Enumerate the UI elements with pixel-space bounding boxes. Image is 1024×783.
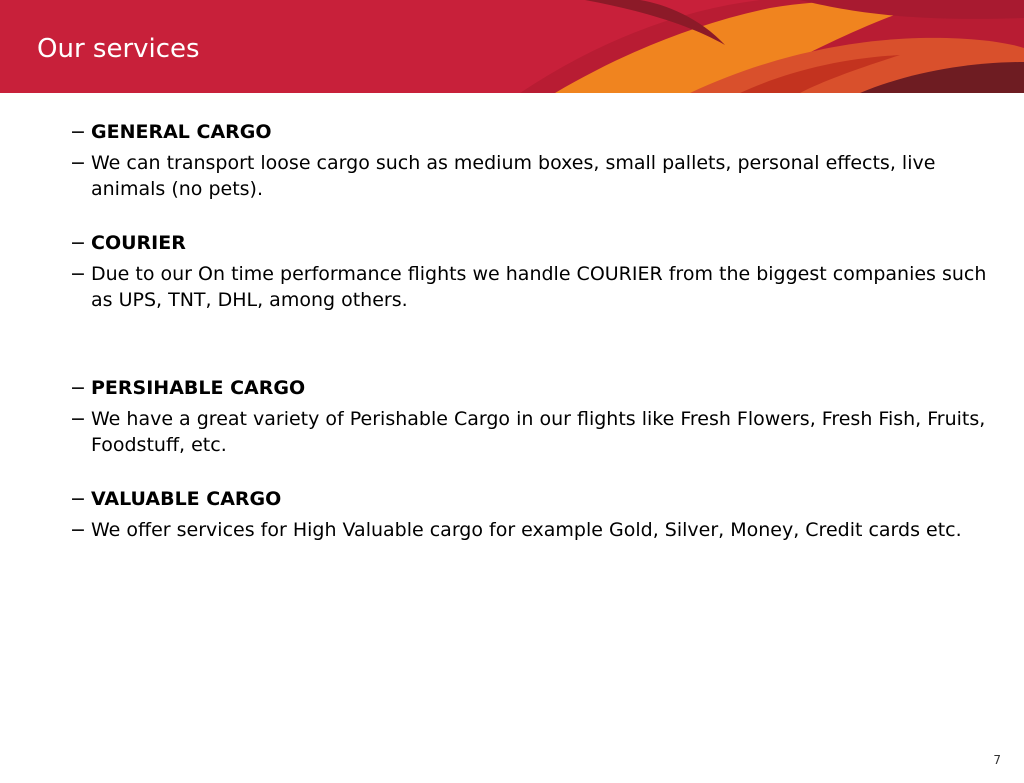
dash-bullet: − xyxy=(70,121,86,143)
dash-bullet: − xyxy=(70,377,86,399)
slide-header xyxy=(0,0,1024,93)
section-heading: GENERAL CARGO xyxy=(91,121,272,143)
valuable-cargo-description xyxy=(70,517,1000,543)
section-heading: PERSIHABLE CARGO xyxy=(91,377,306,399)
perishable-cargo-heading xyxy=(70,375,1000,401)
dash-bullet: − xyxy=(70,152,86,174)
courier-heading xyxy=(70,230,1000,256)
section-body: We have a great variety of Perishable Cargo in our flights like Fresh Flowers, Fresh Fish, Fruits, Foodstuff, etc. xyxy=(91,408,986,456)
section-body: We offer services for High Valuable cargo for example Gold, Silver, Money, Credit cards etc. xyxy=(91,519,962,541)
section-heading: COURIER xyxy=(91,232,186,254)
section-heading: VALUABLE CARGO xyxy=(91,488,282,510)
courier-description xyxy=(70,261,1000,313)
dash-bullet: − xyxy=(70,232,86,254)
dash-bullet: − xyxy=(70,263,86,285)
dash-bullet: − xyxy=(70,519,86,541)
valuable-cargo-heading xyxy=(70,486,1000,512)
services-list xyxy=(70,119,1000,548)
slide-title: Our services xyxy=(37,34,200,64)
general-cargo-heading xyxy=(70,119,1000,145)
perishable-cargo-description xyxy=(70,406,1000,458)
page-number: 7 xyxy=(993,753,1001,767)
section-body: Due to our On time performance flights we handle COURIER from the biggest companies such as UPS, TNT, DHL, among others. xyxy=(91,263,987,311)
section-body: We can transport loose cargo such as medium boxes, small pallets, personal effects, live animals (no pets). xyxy=(91,152,936,200)
general-cargo-description xyxy=(70,150,1000,202)
dash-bullet: − xyxy=(70,408,86,430)
dash-bullet: − xyxy=(70,488,86,510)
